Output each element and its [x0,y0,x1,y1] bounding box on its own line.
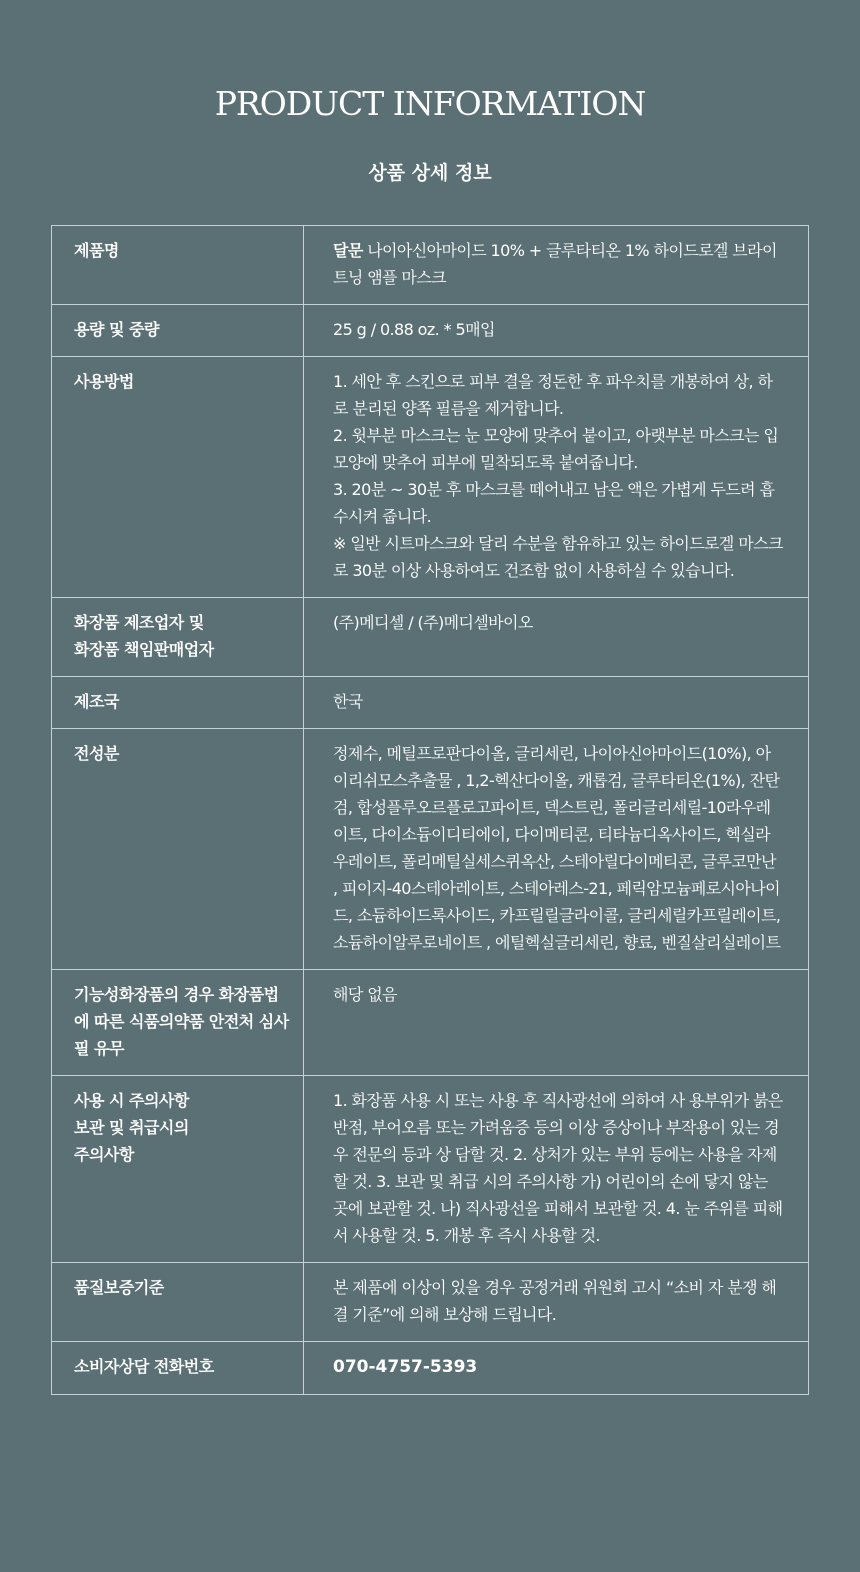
product-name-value [304,226,809,305]
caution-label-line-2: 보관 및 취급시의 [74,1118,189,1137]
manufacturer-label [52,598,304,677]
row-usage [52,357,809,598]
quality-value: 본 제품에 이상이 있을 경우 공정거래 위원회 고시 “소비 자 분쟁 해결 기준”에 의해 보상해 드립니다. [304,1263,809,1342]
row-manufacturer [52,598,809,677]
row-origin [52,677,809,729]
caution-label [52,1076,304,1263]
caution-label-line-1: 사용 시 주의사항 [74,1091,189,1110]
contact-label: 소비자상담 전화번호 [52,1342,304,1395]
page-subtitle: 상품 상세 정보 [368,162,492,184]
usage-note: ※ 일반 시트마스크와 달리 수분을 함유하고 있는 하이드로겔 마스크로 30분 이상 사용하여도 건조함 없이 사용하실 수 있습니다. [333,534,783,580]
usage-value [304,357,809,598]
usage-step-3: 3. 20분 ~ 30분 후 마스크를 떼어내고 남은 액은 가볍게 두드려 흡수시켜 줍니다. [333,480,775,526]
phone-number: 070-4757-5393 [333,1357,478,1377]
manufacturer-label-line-2: 화장품 책임판매업자 [74,640,214,659]
caution-label-line-3: 주의사항 [74,1145,134,1164]
row-contact [52,1342,809,1395]
usage-step-1: 1. 세안 후 스킨으로 피부 결을 정돈한 후 파우치를 개봉하여 상, 하로 분리된 양쪽 필름을 제거합니다. [333,372,773,418]
row-ingredients [52,729,809,970]
manufacturer-label-line-1: 화장품 제조업자 및 [74,613,204,632]
origin-label: 제조국 [52,677,304,729]
product-name-label: 제품명 [52,226,304,305]
row-functional [52,970,809,1076]
row-quality [52,1263,809,1342]
usage-label: 사용방법 [52,357,304,598]
row-caution [52,1076,809,1263]
product-info-table [51,225,809,1395]
usage-step-2: 2. 윗부분 마스크는 눈 모양에 맞추어 붙이고, 아랫부분 마스크는 입모양에 맞추어 피부에 밀착되도록 붙여줍니다. [333,426,779,472]
row-product-name [52,226,809,305]
brand-name: 달문 [333,241,363,260]
quality-label: 품질보증기준 [52,1263,304,1342]
functional-value: 해당 없음 [304,970,809,1076]
functional-label: 기능성화장품의 경우 화장품법에 따른 식품의약품 안전처 심사 필 유무 [52,970,304,1076]
page-title: PRODUCT INFORMATION [214,84,646,123]
contact-value [304,1342,809,1395]
row-capacity [52,305,809,357]
manufacturer-value: (주)메디셀 / (주)메디셀바이오 [304,598,809,677]
ingredients-value: 정제수, 메틸프로판다이올, 글리세린, 나이아신아마이드(10%), 아이리쉬모스추출물 , 1,2-헥산다이올, 캐롭검, 글루타티온(1%), 잔탄검, 합성플루오르플로고파이트, 덱스트린, 폴리글리세릴-10라우레이트, 다이소듐이디티에이, 다이메티콘, 티타늄디옥사이드, 헥실라우레이트, 폴리메틸실세스퀴옥산, 스테아릴다이메티콘, 글루코만난 , 피이지-40스테아레이트, 스테아레스-21, 페릭암모늄페로시아나이드, 소듐하이드록사이드, 카프릴릴글라이콜, 글리세릴카프릴레이트, 소듐하이알루로네이트 , 에틸헥실글리세린, 향료, 벤질살리실레이트 [304,729,809,970]
product-name-text: 나이아신아마이드 10% + 글루타티온 1% 하이드로겔 브라이트닝 앰플 마스크 [333,241,777,287]
ingredients-label: 전성분 [52,729,304,970]
capacity-value: 25 g / 0.88 oz. * 5매입 [304,305,809,357]
capacity-label: 용량 및 중량 [52,305,304,357]
origin-value: 한국 [304,677,809,729]
caution-value: 1. 화장품 사용 시 또는 사용 후 직사광선에 의하여 사 용부위가 붉은 반점, 부어오름 또는 가려움증 등의 이상 증상이나 부작용이 있는 경우 전문의 등과 상 담할 것. 2. 상처가 있는 부위 등에는 사용을 자제할 것. 3. 보관 및 취급 시의 주의사항 가) 어린이의 손에 닿지 않는 곳에 보관할 것. 나) 직사광선을 피해서 보관할 것. 4. 눈 주위를 피해서 사용할 것. 5. 개봉 후 즉시 사용할 것. [304,1076,809,1263]
